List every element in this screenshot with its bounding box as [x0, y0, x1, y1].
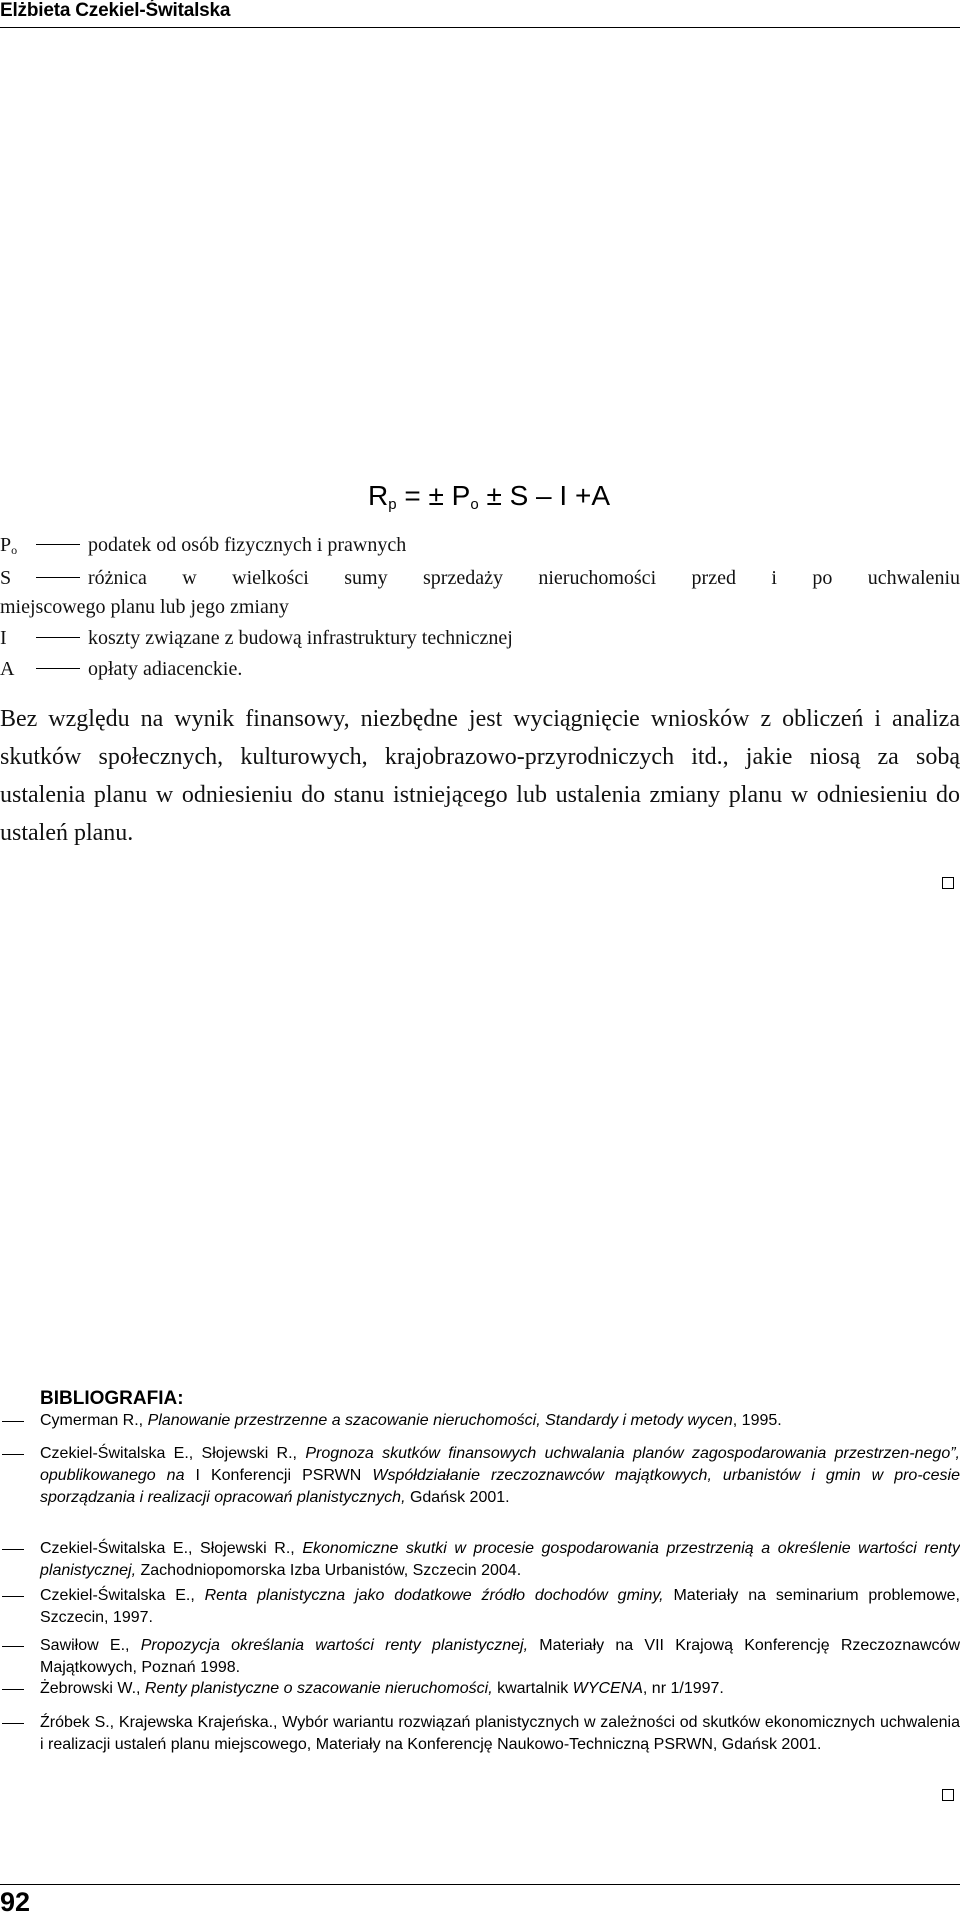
- bibliography-item-text: WYCENA: [572, 1680, 643, 1697]
- bibliography-item: [0, 1635, 960, 1679]
- bibliography-item-text: Zachodniopomorska Izba Urbanistów, Szczecin 2004.: [136, 1562, 522, 1579]
- definition-continuation: miejscowego planu lub jego zmiany: [0, 596, 289, 618]
- definition-dash: [36, 637, 80, 638]
- definition-dash: [36, 544, 80, 545]
- footer-rule: [0, 1884, 960, 1885]
- bibliography-dash: [2, 1421, 24, 1422]
- bibliography-item: [0, 1538, 960, 1582]
- bibliography-dash: [2, 1646, 24, 1647]
- bibliography-end-mark-icon: [942, 1789, 954, 1801]
- bibliography-item-text: Prognoza skutków finansowych uchwalania planów zagospodarowania przestrzen-nego”, opublikowanego na: [40, 1445, 960, 1484]
- definition-row: [0, 530, 960, 565]
- bibliography-heading: BIBLIOGRAFIA:: [40, 1388, 184, 1409]
- bibliography-item-text: Renta planistyczna jako dodatkowe źródło dochodów gminy,: [204, 1587, 664, 1604]
- definition-row: [0, 563, 960, 593]
- bibliography-dash: [2, 1596, 24, 1597]
- bibliography-item: [0, 1678, 960, 1700]
- definition-dash: [36, 577, 80, 578]
- formula-p-sub: o: [470, 496, 479, 513]
- bibliography-item-text: Materiały na seminarium problemowe, Szczecin, 1997.: [40, 1587, 960, 1626]
- bibliography-item: [0, 1712, 960, 1756]
- definition-symbol: I: [0, 627, 7, 649]
- definition-row: [0, 654, 960, 684]
- bibliography-item-text: Gdańsk 2001.: [405, 1489, 510, 1506]
- bibliography-dash: [2, 1454, 24, 1455]
- bibliography-item-text: Propozycja określania wartości renty planistycznej,: [140, 1637, 529, 1654]
- bibliography-item-text: Renty planistyczne o szacowanie nieruchomości,: [144, 1680, 493, 1697]
- formula-eq: = ±: [396, 480, 452, 511]
- bibliography-dash: [2, 1723, 24, 1724]
- bibliography-item-text: , nr 1/1997.: [642, 1680, 724, 1697]
- definition-symbol: S: [0, 567, 12, 589]
- bibliography-item: [0, 1585, 960, 1629]
- bibliography-item-text: kwartalnik: [492, 1680, 573, 1697]
- definition-row: [0, 623, 960, 653]
- bibliography-item-text: Planowanie przestrzenne a szacowanie nieruchomości, Standardy i metody wycen: [147, 1412, 733, 1429]
- bibliography-item-text: Źróbek S., Krajewska Krajeńska., Wybór wariantu rozwiązań planistycznych w zależności od skutków ekonomicznych uchwalenia i realizacji ustaleń planu miejscowego, Materiały na Konferencję Naukowo-Techniczną PSRWN, Gdańsk 2001.: [40, 1714, 960, 1753]
- formula-r-sub: p: [388, 496, 397, 513]
- bibliography-item-text: I Konferencji PSRWN: [195, 1467, 373, 1484]
- bibliography-dash: [2, 1549, 24, 1550]
- bibliography-item-text: Ekonomiczne skutki w procesie gospodarowania przestrzenią a określenie wartości renty planistycznej,: [40, 1540, 960, 1579]
- body-paragraph: Bez względu na wynik finansowy, niezbędne jest wyciągnięcie wniosków z obliczeń i analiza skutków społecznych, kulturowych, krajobrazowo-przyrodniczych itd., jakie niosą za sobą ustalenia planu w odniesieniu do stanu istniejącego lub ustalenia zmiany planu w odniesieniu do ustaleń planu.: [0, 706, 960, 846]
- running-header-author: Elżbieta Czekiel-Świtalska: [0, 0, 231, 21]
- bibliography-item: [0, 1410, 960, 1432]
- definition-text: opłaty adiacenckie.: [88, 658, 243, 680]
- bibliography-item-text: Czekiel-Świtalska E., Słojewski R.,: [40, 1540, 303, 1557]
- bibliography-item-text: Żebrowski W.,: [40, 1680, 145, 1697]
- definition-dash: [36, 668, 80, 669]
- definition-symbol: $P_o$: [0, 534, 18, 557]
- formula-p: P: [451, 480, 471, 511]
- definition-text: podatek od osób fizycznych i prawnych: [88, 534, 407, 556]
- definition-text: koszty związane z budową infrastruktury technicznej: [88, 627, 513, 649]
- definition-symbol: A: [0, 658, 15, 680]
- bibliography-item-text: Materiały na VII Krajową Konferencję Rzeczoznawców Majątkowych, Poznań 1998.: [40, 1637, 960, 1676]
- bibliography-item-text: Czekiel-Świtalska E., Słojewski R.,: [40, 1445, 306, 1462]
- header-rule: [0, 27, 960, 28]
- bibliography-item-text: , 1995.: [732, 1412, 782, 1429]
- formula-rest: ± S – I +A: [478, 480, 610, 511]
- bibliography-item-text: Cymerman R.,: [40, 1412, 148, 1429]
- formula-r: R: [368, 480, 389, 511]
- bibliography-item-text: Czekiel-Świtalska E.,: [40, 1587, 205, 1604]
- formula: [368, 480, 610, 513]
- bibliography-item-text: Współdziałanie rzeczoznawców majątkowych, urbanistów i gmin w pro-cesie sporządzania i realizacji opracowań planistycznych,: [40, 1467, 960, 1506]
- bibliography-dash: [2, 1689, 24, 1690]
- section-end-mark-icon: [942, 877, 954, 889]
- bibliography-item-text: Sawiłow E.,: [40, 1637, 141, 1654]
- page-number: 92: [0, 1887, 31, 1917]
- bibliography-item: [0, 1443, 960, 1509]
- definition-text: różnica w wielkości sumy sprzedaży nieruchomości przed i po uchwaleniu: [88, 567, 960, 589]
